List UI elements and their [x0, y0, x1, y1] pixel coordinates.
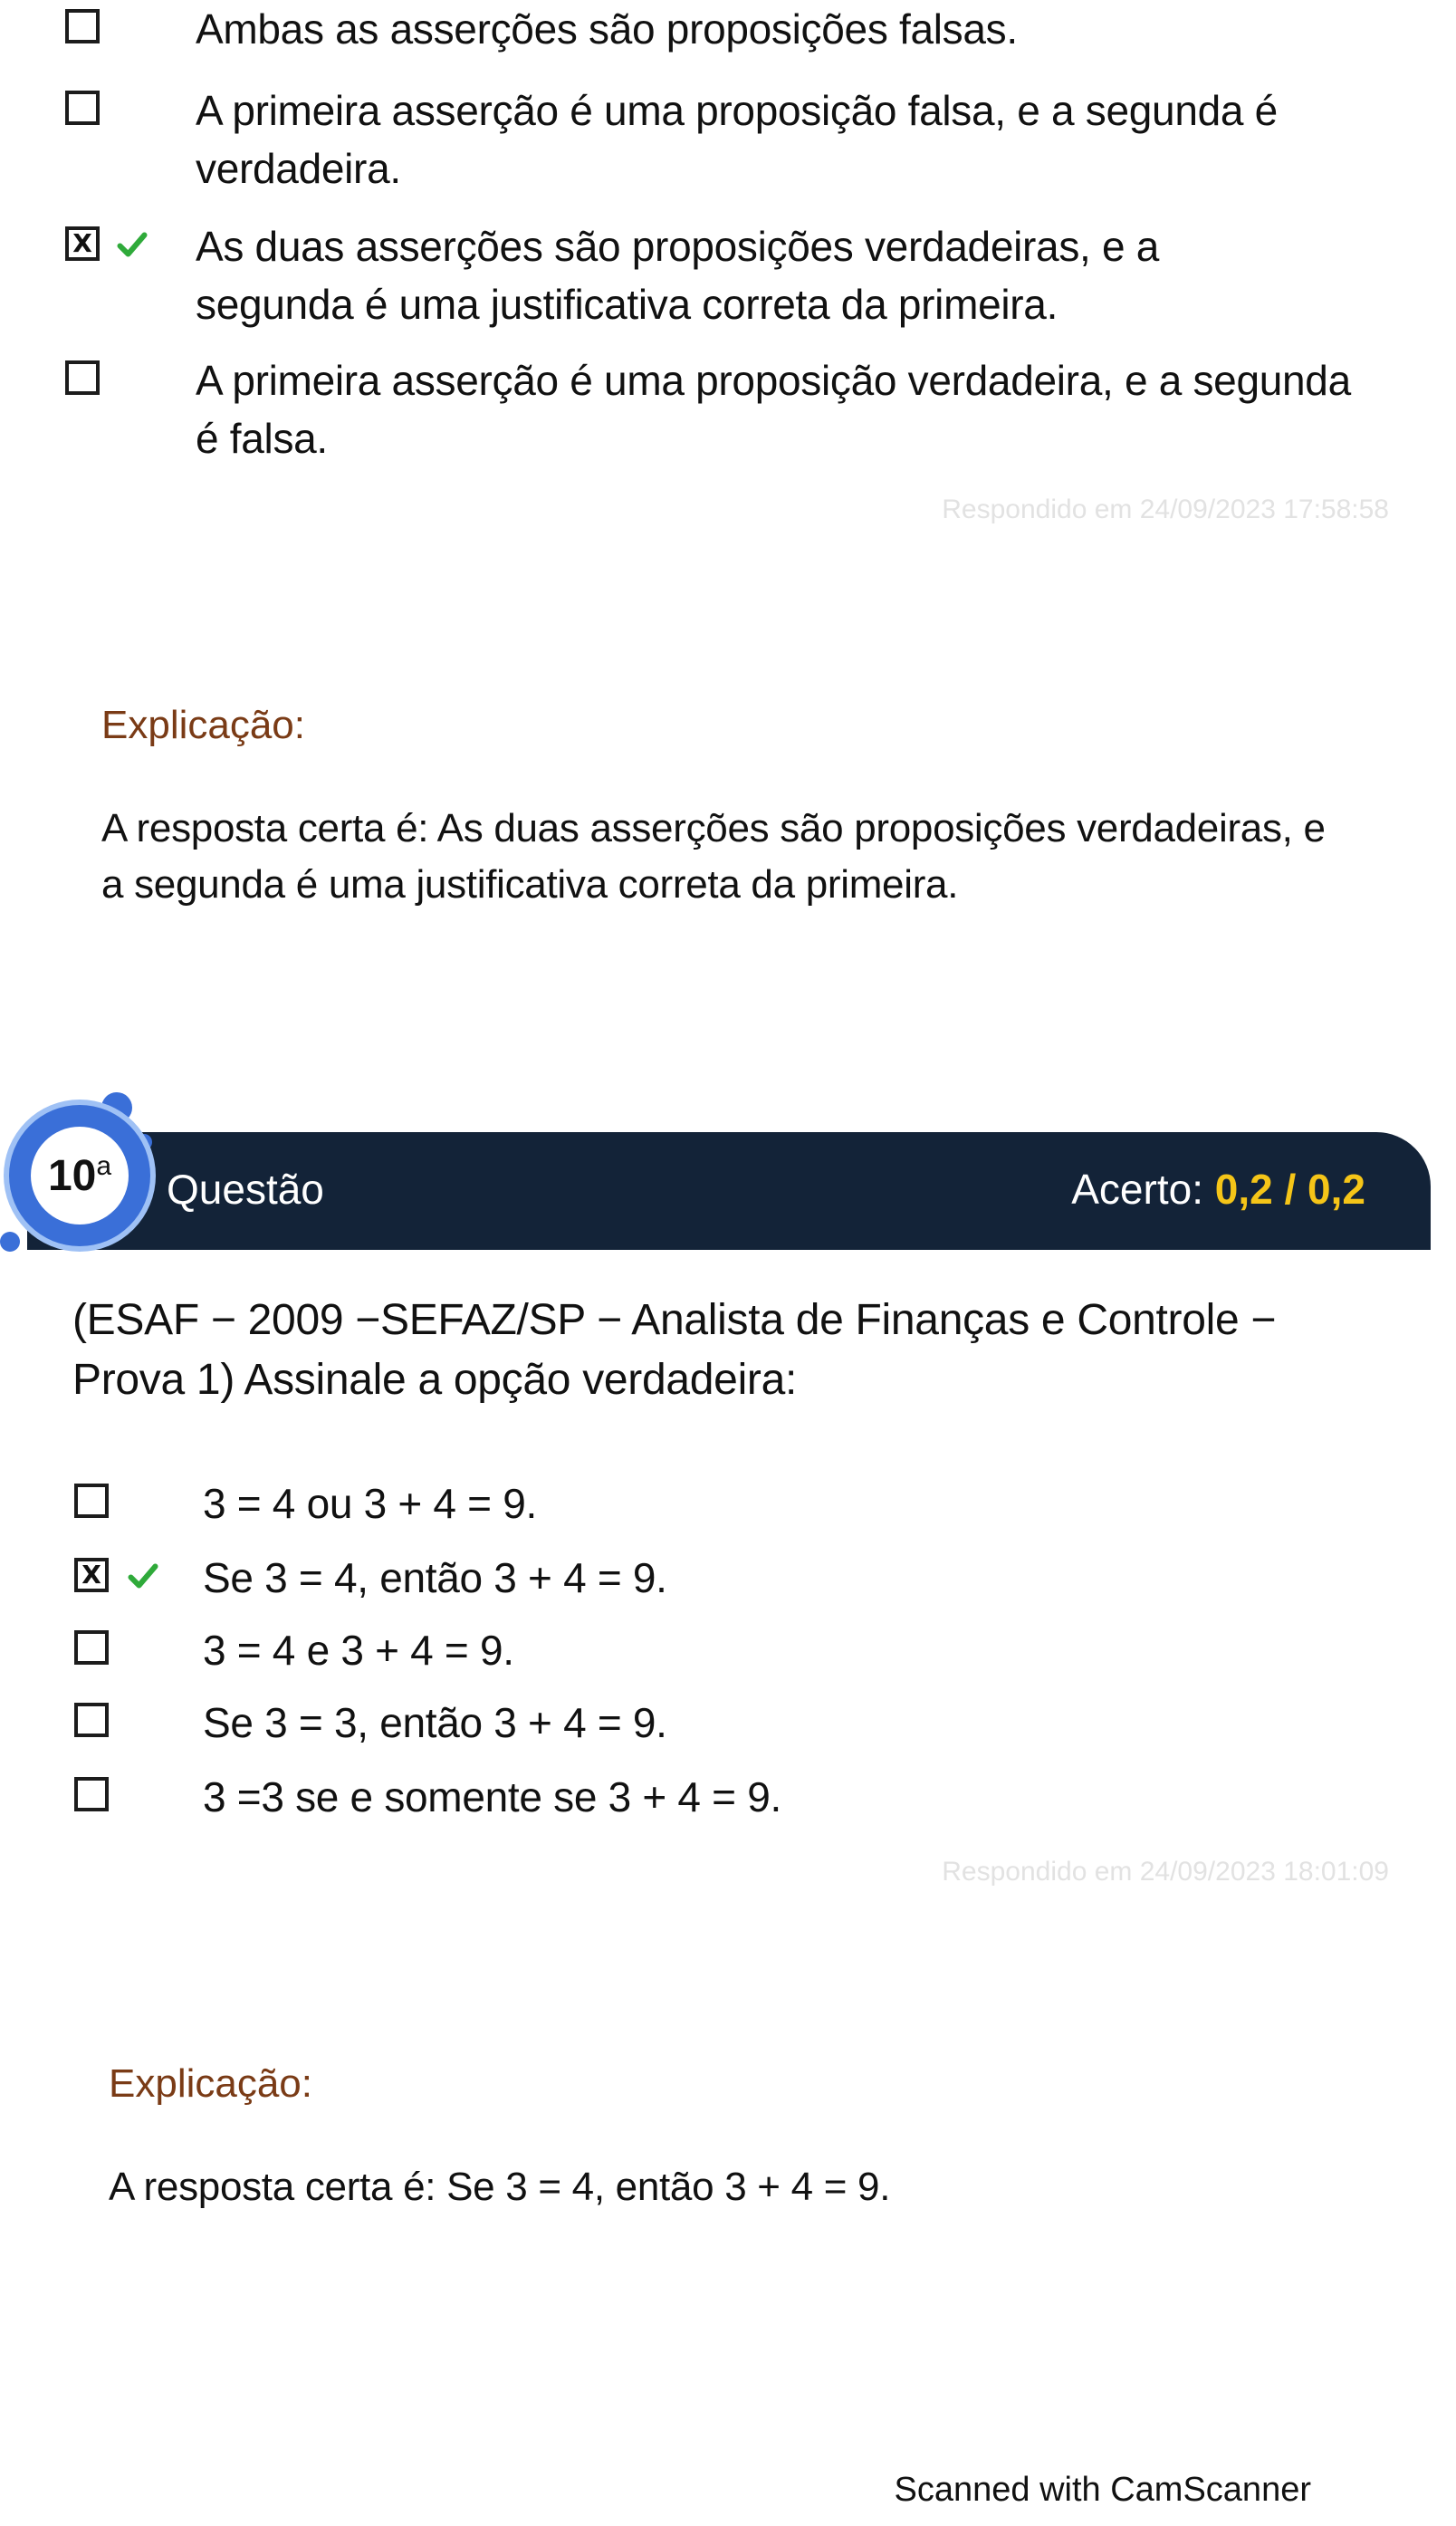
question-statement: (ESAF − 2009 −SEFAZ/SP − Analista de Finanças e Controle − Prova 1) Assinale a opção verdadeira: [72, 1296, 1277, 1404]
question-label: Questão [167, 1166, 324, 1213]
option-text: As duas asserções são proposições verdadeiras, e a segunda é uma justificativa correta da primeira. [196, 223, 1160, 328]
explanation-text: A resposta certa é: As duas asserções são proposições verdadeiras, e a segunda é uma justificativa correta da primeira. [101, 806, 1326, 907]
badge-decoration-dot [0, 1232, 20, 1252]
explanation-text: A resposta certa é: Se 3 = 4, então 3 + 4 = 9. [109, 2165, 891, 2209]
green-check-icon [116, 228, 148, 261]
option-text: Ambas as asserções são proposições falsas. [196, 5, 1018, 53]
explanation-title: Explicação: [101, 703, 306, 747]
checkbox-icon[interactable] [65, 9, 100, 43]
checked-checkbox-icon[interactable] [74, 1558, 109, 1592]
option-text: Se 3 = 4, então 3 + 4 = 9. [203, 1554, 667, 1601]
option-text: Se 3 = 3, então 3 + 4 = 9. [203, 1699, 667, 1746]
explanation-title: Explicação: [109, 2061, 313, 2106]
checkbox-icon[interactable] [65, 360, 100, 395]
answered-timestamp: Respondido em 24/09/2023 17:58:58 [942, 495, 1389, 524]
checkbox-icon[interactable] [74, 1484, 109, 1518]
checkbox-icon[interactable] [74, 1777, 109, 1811]
option-text: A primeira asserção é uma proposição falsa, e a segunda é verdadeira. [196, 87, 1278, 192]
checkbox-mark: X [72, 228, 92, 258]
question-score [1071, 1165, 1365, 1214]
checked-checkbox-icon[interactable] [65, 226, 100, 261]
checkbox-mark: X [81, 1560, 101, 1590]
answered-timestamp: Respondido em 24/09/2023 18:01:09 [942, 1857, 1389, 1887]
score-label: Acerto: [1071, 1166, 1203, 1213]
option-text: 3 =3 se e somente se 3 + 4 = 9. [203, 1773, 781, 1820]
score-value: 0,2 / 0,2 [1214, 1166, 1365, 1213]
option-text: A primeira asserção é uma proposição verdadeira, e a segunda é falsa. [196, 357, 1351, 462]
checkbox-icon[interactable] [74, 1703, 109, 1737]
question-number: 10$^a$ [47, 1150, 112, 1200]
green-check-icon [127, 1560, 159, 1592]
option-text: 3 = 4 ou 3 + 4 = 9. [203, 1480, 537, 1527]
scanner-watermark: Scanned with CamScanner [894, 2471, 1311, 2509]
checkbox-icon[interactable] [74, 1630, 109, 1665]
question-number-circle [31, 1127, 129, 1225]
checkbox-icon[interactable] [65, 91, 100, 125]
option-text: 3 = 4 e 3 + 4 = 9. [203, 1627, 514, 1674]
